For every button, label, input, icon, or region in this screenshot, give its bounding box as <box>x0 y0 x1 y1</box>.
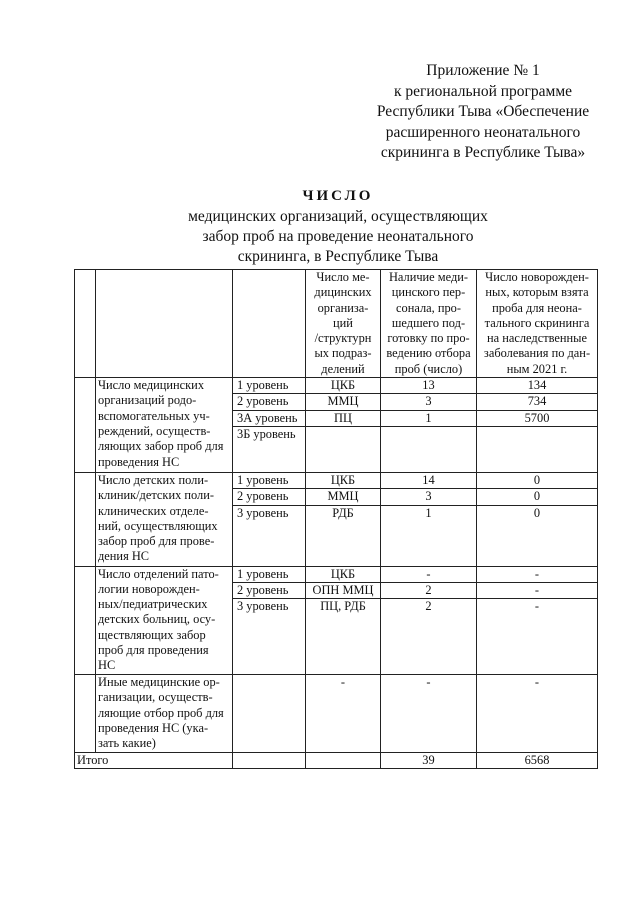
level-cell: 1 уровень <box>233 378 306 394</box>
org-cell: РДБ <box>306 505 381 566</box>
newborns-cell: 5700 <box>477 410 598 426</box>
category-cell: Число отделений пато- логии новорожден- ных/педиатрических детских больниц, осу- ществляющих забор проб для проведения НС <box>96 566 233 675</box>
trained-cell <box>381 426 477 472</box>
org-cell: ПЦ <box>306 410 381 426</box>
org-cell: ММЦ <box>306 489 381 505</box>
level-cell: 1 уровень <box>233 472 306 488</box>
empty-cell <box>306 752 381 768</box>
title-heading: ЧИСЛО <box>302 188 374 204</box>
newborns-cell: - <box>477 566 598 582</box>
appendix-line: скрининга в Республике Тыва» <box>380 144 586 161</box>
total-newborns: 6568 <box>477 752 598 768</box>
num-cell <box>75 378 96 473</box>
organizations-table <box>74 269 598 769</box>
level-cell: 2 уровень <box>233 489 306 505</box>
org-cell: ОПН ММЦ <box>306 582 381 598</box>
trained-cell: - <box>381 566 477 582</box>
category-cell: Число медицинских организаций родо- вспомогательных уч- реждений, осуществ- ляющих забор проб для проведения НС <box>96 378 233 473</box>
header-org-count: Число ме- дицинских организа- ций /структурн ых подраз- делений <box>306 270 381 378</box>
org-cell: - <box>306 675 381 752</box>
newborns-cell: - <box>477 599 598 675</box>
org-cell: ПЦ, РДБ <box>306 599 381 675</box>
category-cell: Иные медицинские ор- ганизации, осуществ- ляющие отбор проб для проведения НС (ука- зать какие) <box>96 675 233 752</box>
org-cell: ММЦ <box>306 394 381 410</box>
newborns-cell <box>477 426 598 472</box>
trained-cell: 3 <box>381 489 477 505</box>
trained-cell: 3 <box>381 394 477 410</box>
table-header-row <box>75 270 598 378</box>
appendix-line: к региональной программе <box>393 82 573 100</box>
trained-cell: 2 <box>381 582 477 598</box>
total-row <box>75 752 598 768</box>
trained-cell: 1 <box>381 505 477 566</box>
level-cell <box>233 675 306 752</box>
level-cell: 3А уровень <box>233 410 306 426</box>
newborns-cell: 0 <box>477 505 598 566</box>
level-cell: 3 уровень <box>233 599 306 675</box>
header-trained-staff: Наличие меди- цинского пер- сонала, про- шедшего под- готовку по про- ведению отбора проб (число) <box>381 270 477 378</box>
header-cell-num <box>75 270 96 378</box>
org-cell: ЦКБ <box>306 472 381 488</box>
total-label: Итого <box>75 752 233 768</box>
level-cell: 3 уровень <box>233 505 306 566</box>
appendix-line: Приложение № 1 <box>426 62 540 79</box>
header-newborns: Число новорожден- ных, которым взята проба для неона- тального скрининга на наследственные заболевания по дан- ным 2021 г. <box>477 270 598 378</box>
level-cell: 2 уровень <box>233 394 306 410</box>
category-cell: Число детских поли- клиник/детских поли- клинических отделе- ний, осуществляющих забор проб для прове- дения НС <box>96 472 233 566</box>
appendix-block <box>360 61 606 164</box>
document-title <box>150 186 526 267</box>
appendix-line: расширенного неонатального <box>385 123 581 141</box>
trained-cell: 1 <box>381 410 477 426</box>
org-cell <box>306 426 381 472</box>
level-cell: 3Б уровень <box>233 426 306 472</box>
table-row <box>75 566 598 582</box>
newborns-cell: 734 <box>477 394 598 410</box>
total-trained: 39 <box>381 752 477 768</box>
num-cell <box>75 472 96 566</box>
table-row <box>75 675 598 752</box>
newborns-cell: 0 <box>477 489 598 505</box>
newborns-cell: 134 <box>477 378 598 394</box>
org-cell: ЦКБ <box>306 566 381 582</box>
newborns-cell: 0 <box>477 472 598 488</box>
num-cell <box>75 675 96 752</box>
appendix-line: Республики Тыва «Обеспечение <box>376 103 590 120</box>
level-cell: 2 уровень <box>233 582 306 598</box>
newborns-cell: - <box>477 675 598 752</box>
header-cell-level <box>233 270 306 378</box>
trained-cell: 2 <box>381 599 477 675</box>
title-line: скрининга, в Республике Тыва <box>237 248 439 265</box>
trained-cell: - <box>381 675 477 752</box>
org-cell: ЦКБ <box>306 378 381 394</box>
table-row <box>75 472 598 488</box>
empty-cell <box>233 752 306 768</box>
title-line: забор проб на проведение неонатального <box>202 228 474 245</box>
level-cell: 1 уровень <box>233 566 306 582</box>
trained-cell: 13 <box>381 378 477 394</box>
newborns-cell: - <box>477 582 598 598</box>
trained-cell: 14 <box>381 472 477 488</box>
title-line: медицинских организаций, осуществляющих <box>188 208 488 225</box>
table-row <box>75 378 598 394</box>
num-cell <box>75 566 96 675</box>
header-cell-category <box>96 270 233 378</box>
